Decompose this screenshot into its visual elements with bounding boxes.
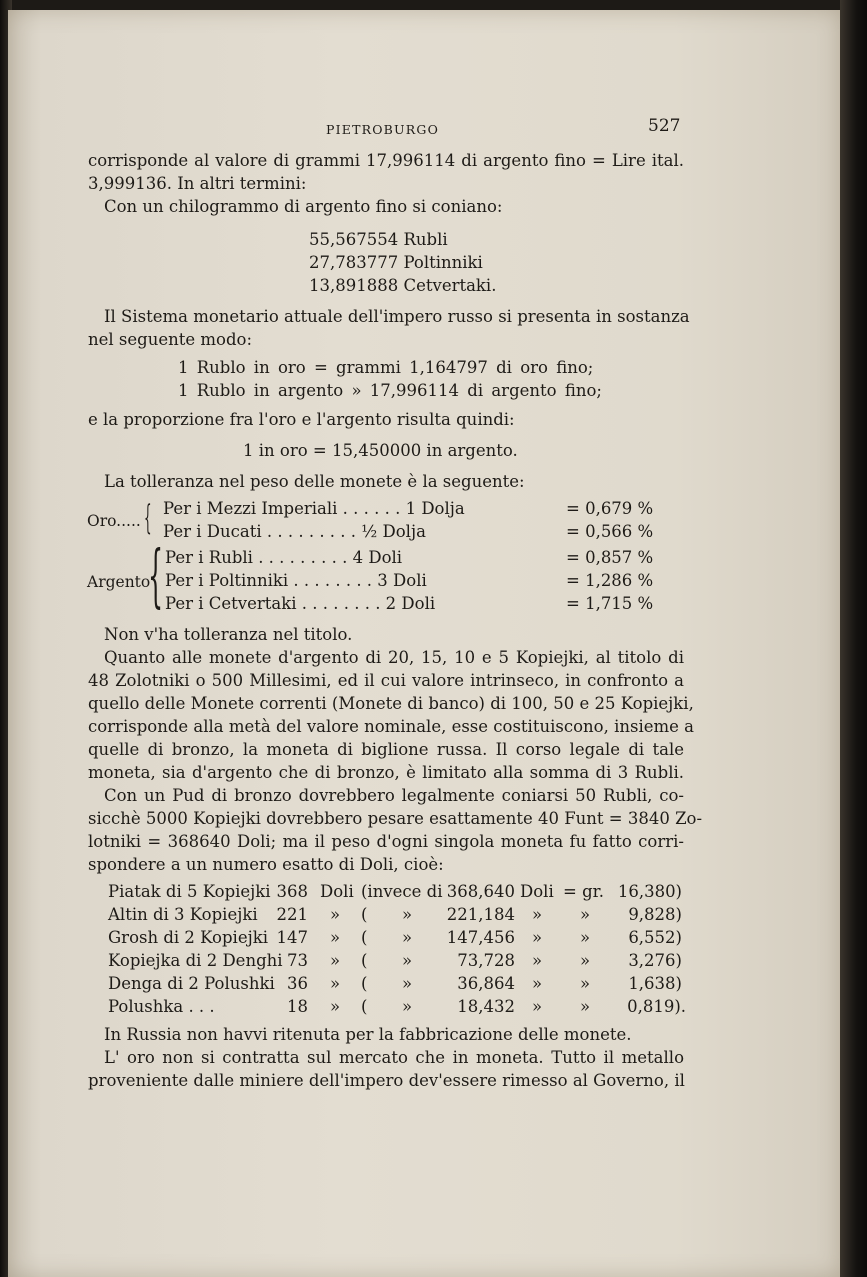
coin-name: Kopiejka di 2 Denghi (108, 951, 283, 970)
doli-unit: Doli (320, 882, 354, 901)
text-line: 48 Zolotniki o 500 Millesimi, ed il cui valore intrinseco, in confronto a (88, 671, 684, 690)
ditto-mark: » (402, 974, 413, 993)
coin-list-item: 27,783777 Poltinniki (309, 253, 483, 272)
open-paren: ( (361, 997, 368, 1016)
text-line: spondere a un numero esatto di Doli, cioè: (88, 855, 444, 874)
argento-label: Argento (87, 573, 151, 591)
text-line: sicchè 5000 Kopiejki dovrebbero pesare esattamente 40 Funt = 3840 Zo- (88, 809, 703, 828)
doli-unit: » (330, 951, 341, 970)
doli-unit-2: » (532, 928, 543, 947)
text-line: Non v'ha tolleranza nel titolo. (104, 625, 353, 644)
grams-value: 1,638) (628, 974, 682, 993)
doli-count: 73 (287, 951, 308, 970)
doli-count: 221 (276, 905, 308, 924)
open-paren: ( (361, 905, 368, 924)
grams-value: 9,828) (628, 905, 682, 924)
ditto-mark: » (402, 928, 413, 947)
text-line: quelle di bronzo, la moneta di biglione russa. Il corso legale di tale (88, 740, 684, 759)
text-line: quello delle Monete correnti (Monete di banco) di 100, 50 e 25 Kopiejki, (88, 694, 694, 713)
page-number: 527 (648, 116, 681, 136)
grams-value: 16,380) (617, 882, 682, 901)
doli-unit-2: » (532, 951, 543, 970)
coin-name: Altin di 3 Kopiejki (108, 905, 258, 924)
tolerance-value: = 0,857 % (566, 548, 654, 567)
text-line: Con un Pud di bronzo dovrebbero legalmente coniarsi 50 Rubli, co- (104, 786, 684, 805)
doli-unit: » (330, 928, 341, 947)
text-line: Quanto alle monete d'argento di 20, 15, 10 e 5 Kopiejki, al titolo di (104, 648, 684, 667)
doli-unit-2: » (532, 974, 543, 993)
equals-grams: » (580, 905, 591, 924)
text-line: e la proporzione fra l'oro e l'argento risulta quindi: (88, 410, 515, 429)
exact-doli: 221,184 (446, 905, 515, 924)
doli-unit-2: » (532, 997, 543, 1016)
exact-doli: 73,728 (457, 951, 515, 970)
doli-unit: » (330, 905, 341, 924)
text-line: La tolleranza nel peso delle monete è la seguente: (104, 472, 525, 491)
exact-doli: 368,640 (446, 882, 515, 901)
doli-unit: » (330, 974, 341, 993)
text-line: Il Sistema monetario attuale dell'impero russo si presenta in sostanza (104, 307, 690, 326)
doli-count: 368 (276, 882, 308, 901)
open-paren: ( (361, 928, 368, 947)
exact-doli: 36,864 (457, 974, 515, 993)
ditto-mark: » (402, 951, 413, 970)
equals-grams: » (580, 928, 591, 947)
grams-value: 0,819). (627, 997, 686, 1016)
text-line: nel seguente modo: (88, 330, 253, 349)
coin-name: Grosh di 2 Kopiejki (108, 928, 268, 947)
doli-unit: » (330, 997, 341, 1016)
text-line: L' oro non si contratta sul mercato che in moneta. Tutto il metallo (104, 1048, 684, 1067)
doli-count: 147 (276, 928, 308, 947)
ditto-mark: » (402, 905, 413, 924)
oro-label: Oro..... (87, 512, 141, 530)
text-line: Con un chilogrammo di argento fino si coniano: (104, 197, 503, 216)
text-line: In Russia non havvi ritenuta per la fabbricazione delle monete. (104, 1025, 632, 1044)
text-line: moneta, sia d'argento che di bronzo, è limitato alla somma di 3 Rubli. (88, 763, 684, 782)
tolerance-row: Per i Rubli . . . . . . . . . 4 Doli (165, 548, 403, 567)
tolerance-row: Per i Mezzi Imperiali . . . . . . 1 Dolja (163, 499, 465, 518)
text-line: lotniki = 368640 Doli; ma il peso d'ogni singola moneta fu fatto corri- (88, 832, 684, 851)
doli-count: 18 (287, 997, 308, 1016)
doli-count: 36 (287, 974, 308, 993)
coin-name: Piatak di 5 Kopiejki (108, 882, 271, 901)
tolerance-value: = 1,286 % (566, 571, 654, 590)
coin-name: Polushka . . . (108, 997, 215, 1016)
brace-symbol: { (148, 537, 164, 616)
tolerance-row: Per i Poltinniki . . . . . . . . 3 Doli (165, 571, 427, 590)
coin-list-item: 13,891888 Cetvertaki. (309, 276, 497, 295)
doli-unit-2: Doli (520, 882, 554, 901)
text-line: corrisponde alla metà del valore nominale, esse costituiscono, insieme a (88, 717, 694, 736)
text-line: corrisponde al valore di grammi 17,996114 di argento fino = Lire ital. (88, 151, 684, 170)
equals-grams: = gr. (563, 882, 604, 901)
doli-unit-2: » (532, 905, 543, 924)
exact-doli: 18,432 (457, 997, 515, 1016)
running-title: PIETROBURGO (326, 122, 440, 137)
rublo-gold-line: 1 Rublo in oro = grammi 1,164797 di oro fino; (178, 358, 594, 377)
tolerance-value: = 0,566 % (566, 522, 654, 541)
page-edge-shadow (840, 0, 867, 1277)
tolerance-row: Per i Cetvertaki . . . . . . . . 2 Doli (165, 594, 436, 613)
rublo-silver-line: 1 Rublo in argento » 17,996114 di argento fino; (178, 381, 602, 400)
coin-name: Denga di 2 Polushki (108, 974, 275, 993)
tolerance-value: = 0,679 % (566, 499, 654, 518)
open-paren: ( (361, 974, 368, 993)
open-paren: ( (361, 951, 368, 970)
coin-list-item: 55,567554 Rubli (309, 230, 448, 249)
brace-symbol: { (144, 498, 152, 538)
tolerance-row: Per i Ducati . . . . . . . . . ½ Dolja (163, 522, 426, 541)
open-paren: (invece di (361, 882, 443, 901)
equals-grams: » (580, 951, 591, 970)
exact-doli: 147,456 (446, 928, 515, 947)
ditto-mark: » (402, 997, 413, 1016)
equals-grams: » (580, 974, 591, 993)
equals-grams: » (580, 997, 591, 1016)
proportion-formula: 1 in oro = 15,450000 in argento. (243, 441, 518, 460)
text-line: proveniente dalle miniere dell'impero dev'essere rimesso al Governo, il (88, 1071, 685, 1090)
tolerance-value: = 1,715 % (566, 594, 654, 613)
grams-value: 3,276) (628, 951, 682, 970)
grams-value: 6,552) (628, 928, 682, 947)
text-line: 3,999136. In altri termini: (88, 174, 307, 193)
